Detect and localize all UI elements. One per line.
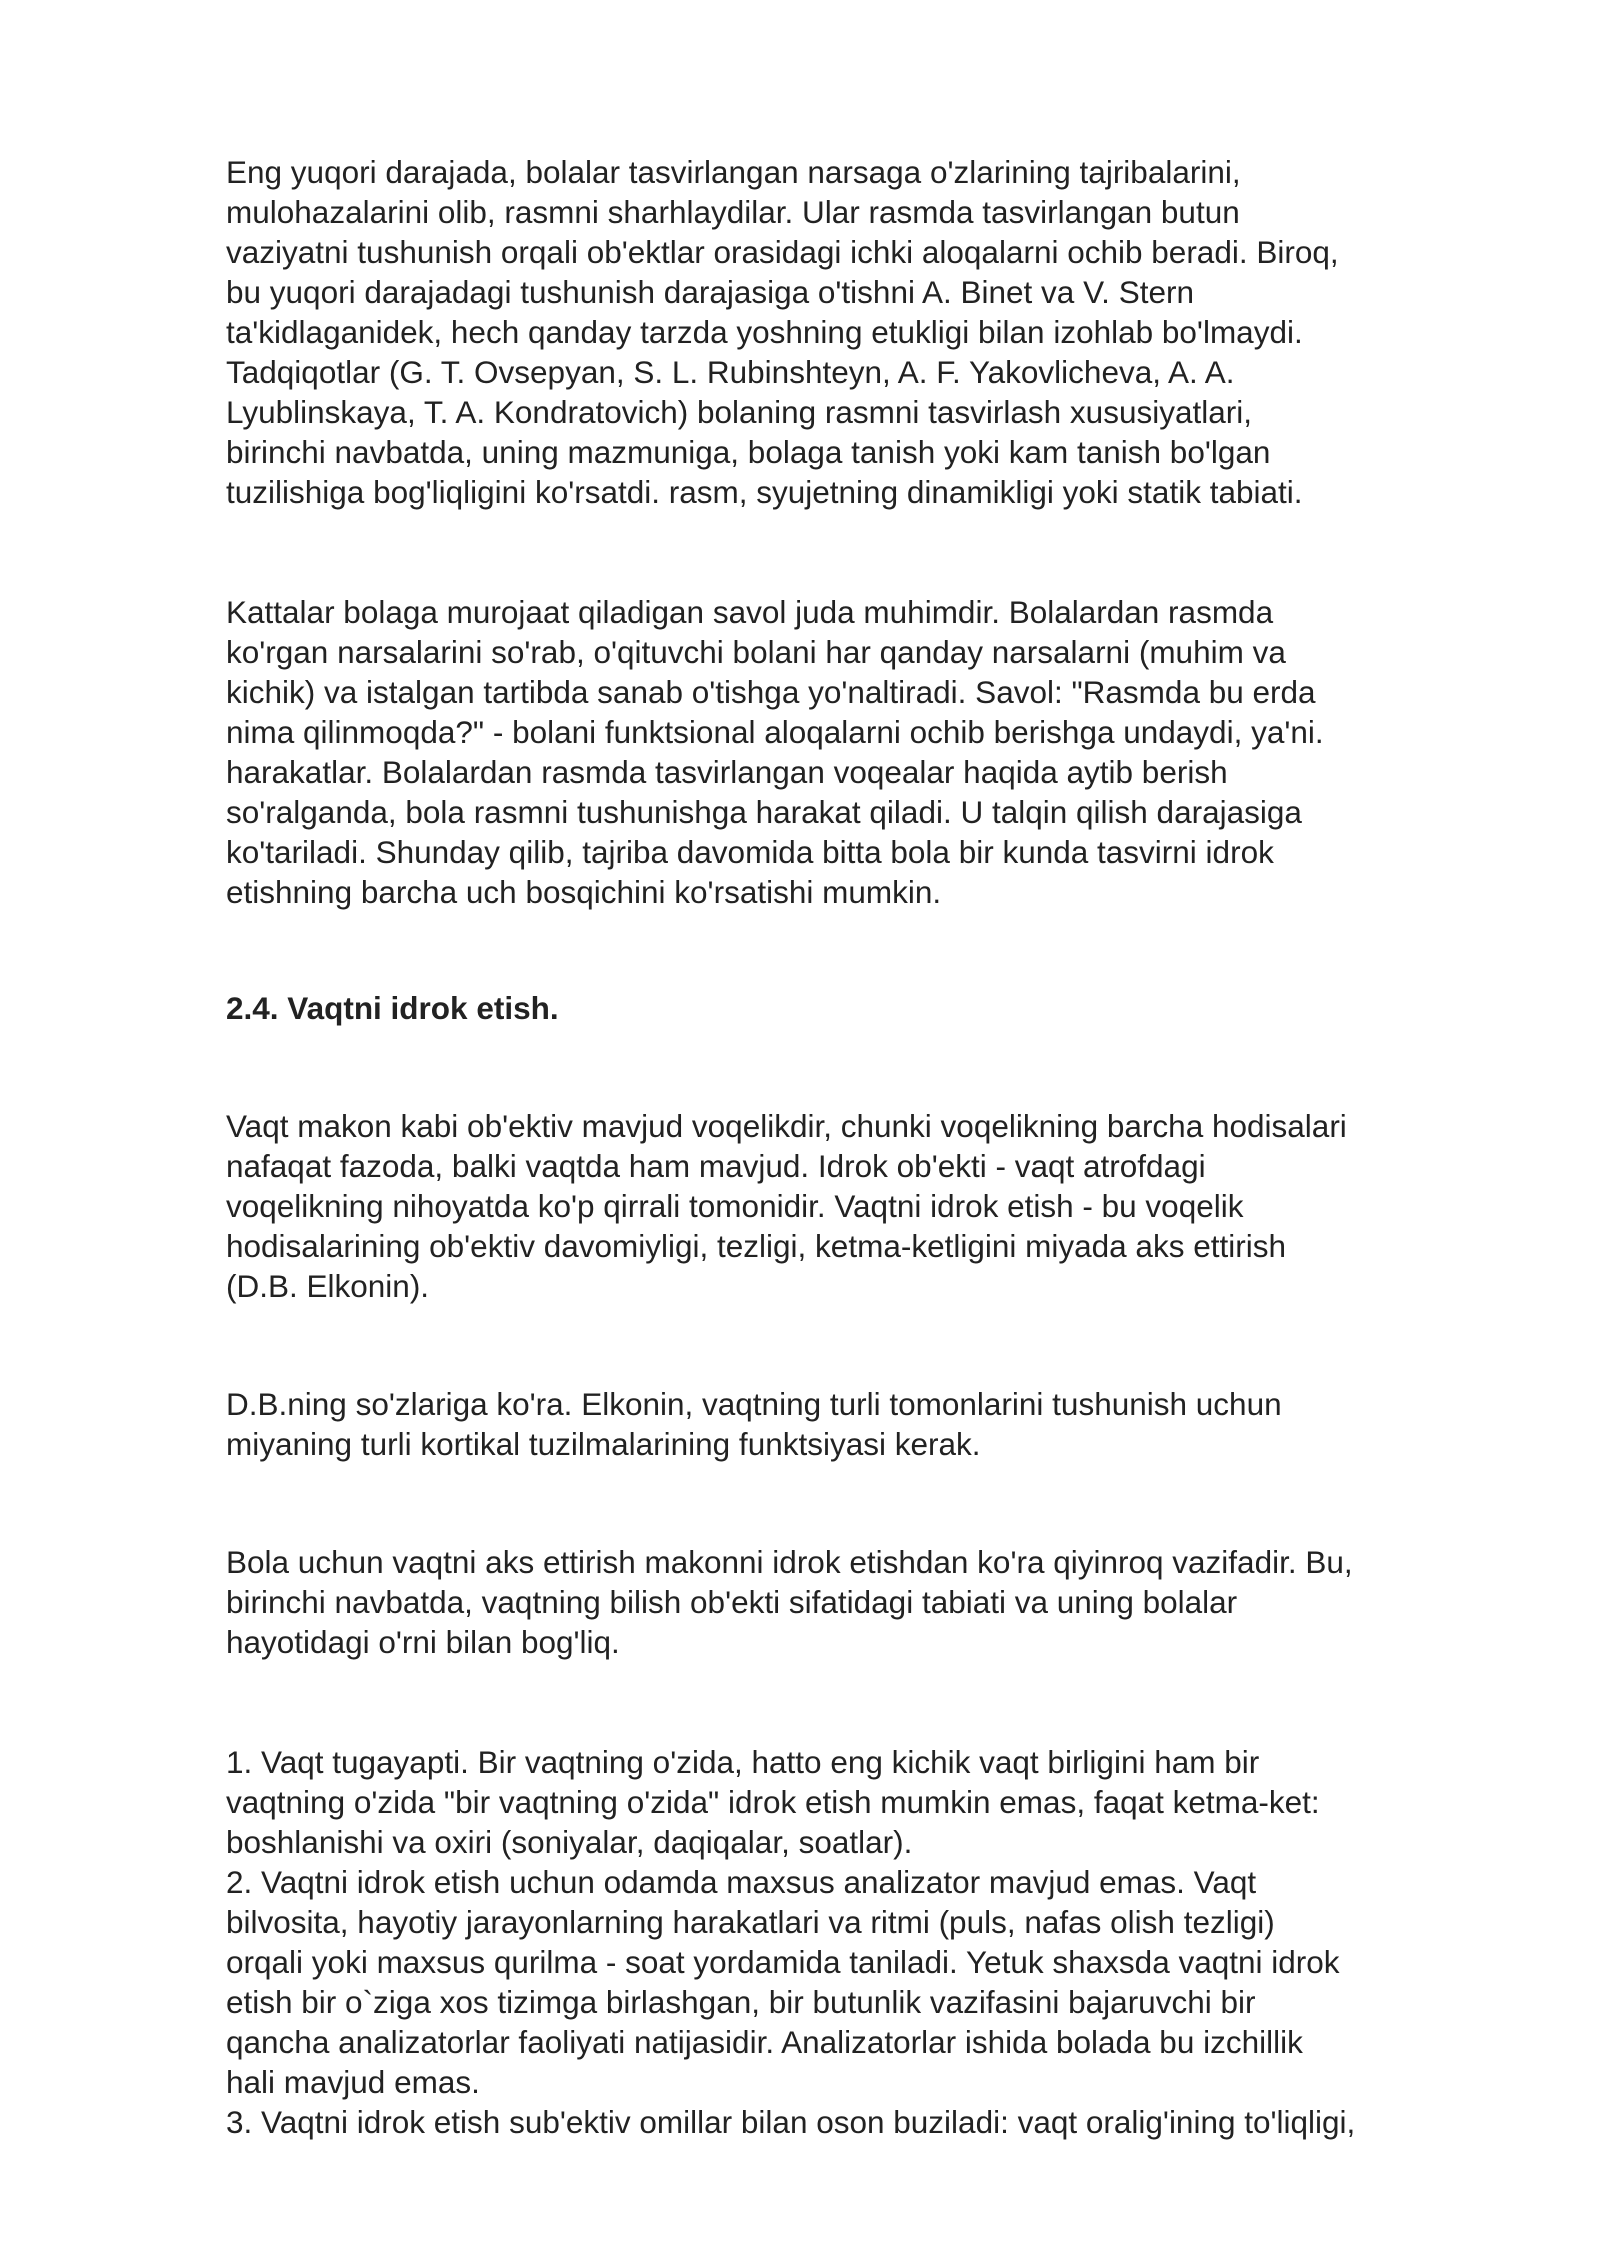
list-item: 1. Vaqt tugayapti. Bir vaqtning o'zida, hatto eng kichik vaqt birligini ham bir vaqtning o'zida "bir vaqtning o'zida" idrok etish mumkin emas, faqat ketma-ket: boshlanishi va oxiri (soniyalar, daqiqalar, soatlar). (226, 1744, 1320, 1860)
paragraph-adult-questions: Kattalar bolaga murojaat qiladigan savol juda muhimdir. Bolalardan rasmda ko'rgan narsalarini so'rab, o'qituvchi bolani har qanday narsalarni (muhim va kichik) va istalgan tartibda sanab o'tishga yo'naltiradi. Savol: "Rasmda bu erda nima qilinmoqda?" - bolani funktsional aloqalarni ochib berishga undaydi, ya'ni. harakatlar. Bolalardan rasmda tasvirlangan voqealar haqida aytib berish so'ralganda, bola rasmni tushunishga harakat qiladi. U talqin qilish darajasiga ko'tariladi. Shunday qilib, tajriba davomida bitta bola bir kunda tasvirni idrok etishning barcha uch bosqichini ko'rsatishi mumkin. (226, 594, 1324, 910)
list-item: 2. Vaqtni idrok etish uchun odamda maxsus analizator mavjud emas. Vaqt bilvosita, hayotiy jarayonlarning harakatlari va ritmi (puls, nafas olish tezligi) orqali yoki maxsus qurilma - soat yordamida taniladi. Yetuk shaxsda vaqtni idrok etish bir o`ziga xos tizimga birlashgan, bir butunlik vazifasini bajaruvchi bir qancha analizatorlar faoliyati natijasidir. Analizatorlar ishida bolada bu izchillik hali mavjud emas. (226, 1864, 1340, 2100)
paragraph-picture-interpretation: Eng yuqori darajada, bolalar tasvirlangan narsaga o'zlarining tajribalarini, mulohazalarini olib, rasmni sharhlaydilar. Ular rasmda tasvirlangan butun vaziyatni tushunish orqali ob'ektlar orasidagi ichki aloqalarni ochib beradi. Biroq, bu yuqori darajadagi tushunish darajasiga o'tishni A. Binet va V. Stern ta'kidlaganidek, hech qanday tarzda yoshning etukligi bilan izohlab bo'lmaydi. Tadqiqotlar (G. T. Ovsepyan, S. L. Rubinshteyn, A. F. Yakovlicheva, A. A. Lyublinskaya, T. A. Kondratovich) bolaning rasmni tasvirlash xususiyatlari, birinchi navbatda, uning mazmuniga, bolaga tanish yoki kam tanish bo'lgan tuzilishiga bog'liqligini ko'rsatdi. rasm, syujetning dinamikligi yoki statik tabiati. (226, 154, 1339, 510)
paragraph-time-definition: Vaqt makon kabi ob'ektiv mavjud voqelikdir, chunki voqelikning barcha hodisalari nafaqat fazoda, balki vaqtda ham mavjud. Idrok ob'ekti - vaqt atrofdagi voqelikning nihoyatda ko'p qirrali tomonidir. Vaqtni idrok etish - bu voqelik hodisalarining ob'ektiv davomiyligi, tezligi, ketma-ketligini miyada aks ettirish (D.B. Elkonin). (226, 1108, 1347, 1304)
document-page (226, 152, 1496, 2142)
numbered-list (226, 1742, 1496, 2142)
list-item: 3. Vaqtni idrok etish sub'ektiv omillar bilan oson buziladi: vaqt oralig'ining to'liqligi, (226, 2104, 1356, 2140)
paragraph-child-time: Bola uchun vaqtni aks ettirish makonni idrok etishdan ko'ra qiyinroq vazifadir. Bu, birinchi navbatda, vaqtning bilish ob'ekti sifatidagi tabiati va uning bolalar hayotidagi o'rni bilan bog'liq. (226, 1544, 1353, 1660)
section-heading: 2.4. Vaqtni idrok etish. (226, 990, 559, 1026)
paragraph-elkonin: D.B.ning so'zlariga ko'ra. Elkonin, vaqtning turli tomonlarini tushunish uchun miyaning turli kortikal tuzilmalarining funktsiyasi kerak. (226, 1386, 1282, 1462)
